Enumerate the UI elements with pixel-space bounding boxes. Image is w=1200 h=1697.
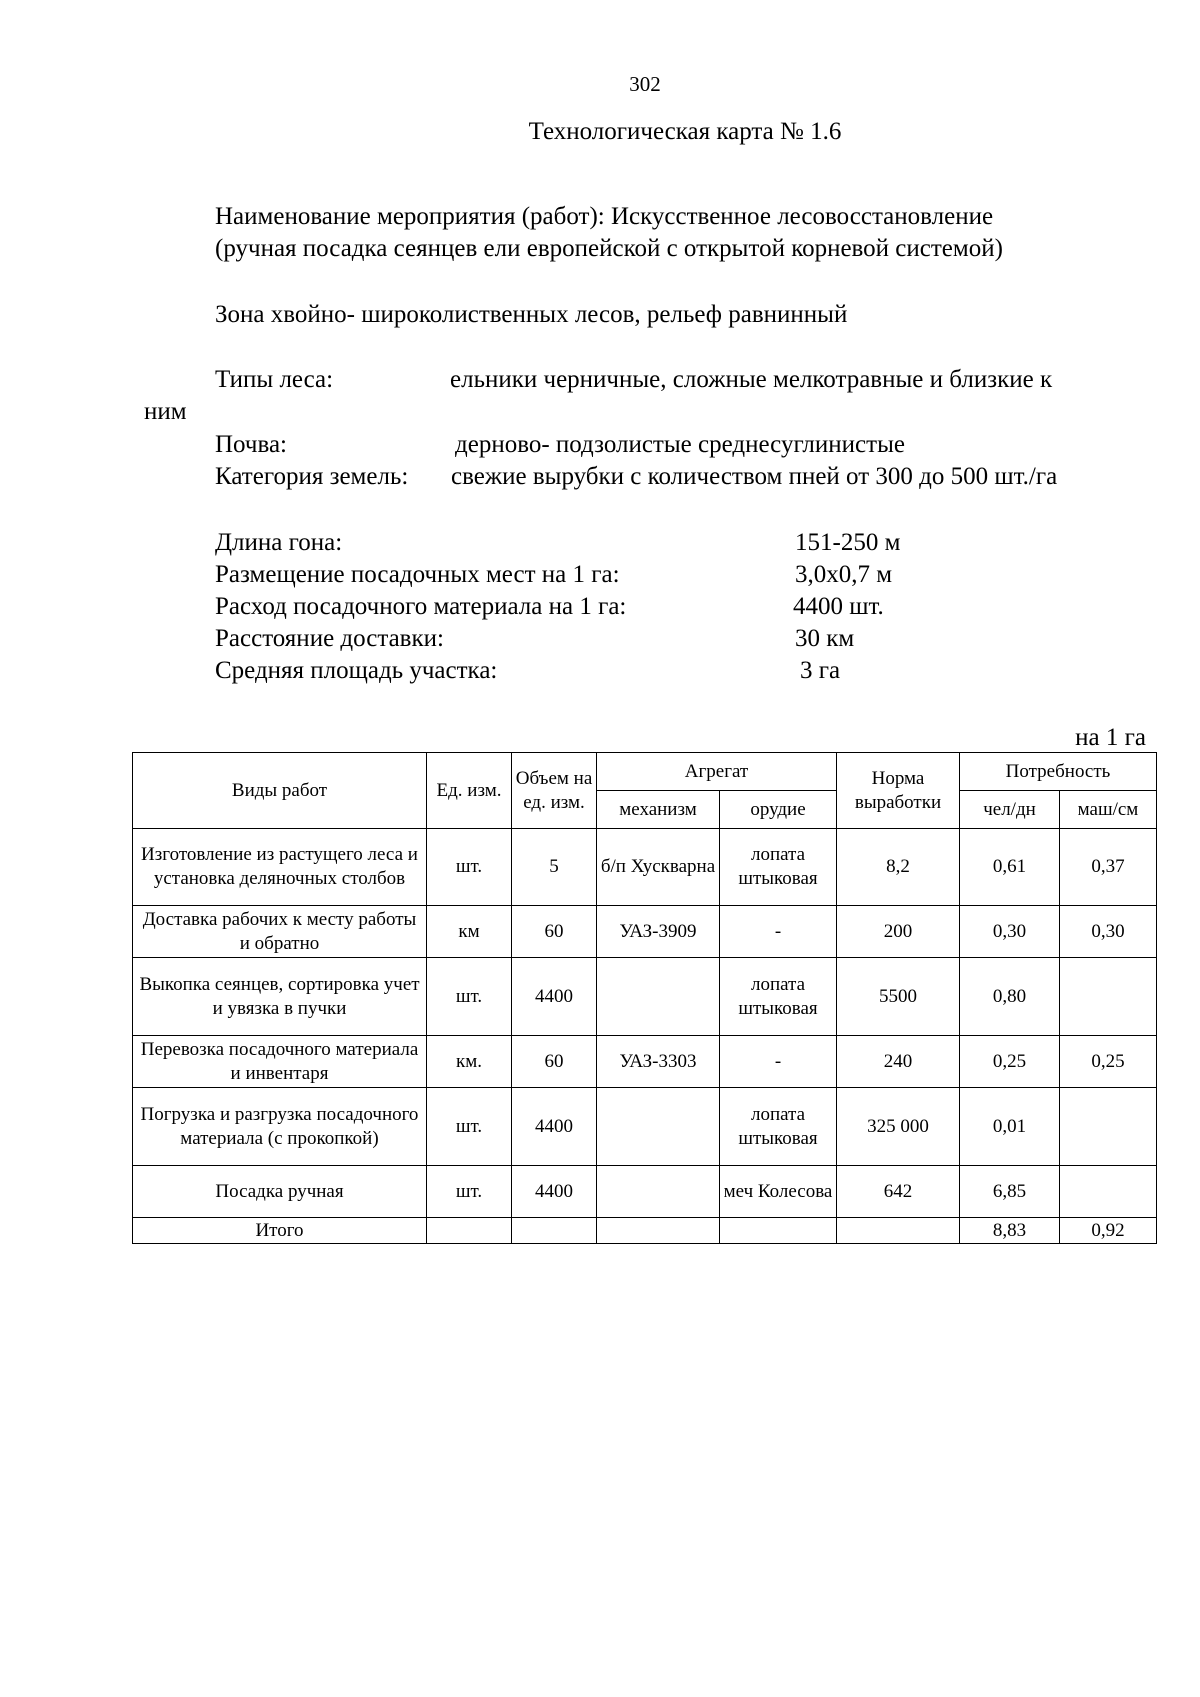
cell-person-days: 0,80 [960, 958, 1060, 1036]
cell-person-days: 0,30 [960, 906, 1060, 958]
param-label-area: Средняя площадь участка: [215, 657, 498, 684]
cell-norm: 240 [837, 1036, 960, 1088]
unit-note: на 1 га [1075, 724, 1146, 751]
header-aggregate: Агрегат [597, 753, 837, 791]
cell-tool: лопата штыковая [720, 1088, 837, 1166]
cell-volume: 4400 [512, 958, 597, 1036]
cell-norm: 325 000 [837, 1088, 960, 1166]
cell-mechanism: б/п Хускварна [597, 829, 720, 906]
cell-unit: км. [427, 1036, 512, 1088]
cell-machine-shifts: 0,37 [1060, 829, 1157, 906]
param-label-distance: Расстояние доставки: [215, 625, 444, 652]
cell-work: Доставка рабочих к месту работы и обратно [133, 906, 427, 958]
cell-mechanism [597, 1088, 720, 1166]
param-label-length: Длина гона: [215, 529, 343, 556]
param-label-consumption: Расход посадочного материала на 1 га: [215, 593, 627, 620]
total-machine-shifts: 0,92 [1060, 1218, 1157, 1244]
cell-unit: шт. [427, 1166, 512, 1218]
soil-value: дерново- подзолистые среднесуглинистые [455, 431, 905, 458]
param-label-spacing: Размещение посадочных мест на 1 га: [215, 561, 620, 588]
cell-mechanism [597, 1166, 720, 1218]
header-norm: Норма выработки [837, 753, 960, 829]
cell-machine-shifts [1060, 1088, 1157, 1166]
zone-text: Зона хвойно- широколиственных лесов, рельеф равнинный [215, 301, 848, 328]
header-work-types: Виды работ [133, 753, 427, 829]
cell-empty [597, 1218, 720, 1244]
table-row [133, 1088, 1157, 1166]
cell-volume: 60 [512, 906, 597, 958]
table-row [133, 1166, 1157, 1218]
table-row [133, 1036, 1157, 1088]
cell-norm: 200 [837, 906, 960, 958]
header-mechanism: механизм [597, 791, 720, 829]
total-label: Итого [133, 1218, 427, 1244]
cell-unit: шт. [427, 958, 512, 1036]
cell-person-days: 0,61 [960, 829, 1060, 906]
param-value-length: 151-250 м [795, 529, 901, 556]
total-row [133, 1218, 1157, 1244]
document-title: Технологическая карта № 1.6 [528, 118, 842, 145]
cell-machine-shifts [1060, 958, 1157, 1036]
table-row [133, 906, 1157, 958]
param-value-area: 3 га [800, 657, 841, 684]
cell-tool: - [720, 1036, 837, 1088]
total-person-days: 8,83 [960, 1218, 1060, 1244]
param-value-spacing: 3,0х0,7 м [795, 561, 893, 588]
land-category-label: Категория земель: [215, 463, 409, 490]
cell-machine-shifts [1060, 1166, 1157, 1218]
cell-empty [837, 1218, 960, 1244]
cell-empty [512, 1218, 597, 1244]
cell-norm: 8,2 [837, 829, 960, 906]
cell-machine-shifts: 0,25 [1060, 1036, 1157, 1088]
soil-label: Почва: [215, 431, 287, 458]
header-volume: Объем на ед. изм. [512, 753, 597, 829]
cell-tool: - [720, 906, 837, 958]
table-row [133, 829, 1157, 906]
header-tool: орудие [720, 791, 837, 829]
cell-tool: лопата штыковая [720, 829, 837, 906]
table-row [133, 958, 1157, 1036]
cell-empty [427, 1218, 512, 1244]
cell-mechanism: УАЗ-3909 [597, 906, 720, 958]
header-need: Потребность [960, 753, 1157, 791]
cell-mechanism [597, 958, 720, 1036]
cell-person-days: 0,01 [960, 1088, 1060, 1166]
cell-mechanism: УАЗ-3303 [597, 1036, 720, 1088]
cell-volume: 4400 [512, 1088, 597, 1166]
header-unit: Ед. изм. [427, 753, 512, 829]
cell-unit: шт. [427, 829, 512, 906]
activity-label: Наименование мероприятия (работ): [215, 203, 605, 230]
param-value-distance: 30 км [795, 625, 855, 652]
cell-empty [720, 1218, 837, 1244]
header-machine-shifts: маш/см [1060, 791, 1157, 829]
cell-person-days: 0,25 [960, 1036, 1060, 1088]
activity-line-2: (ручная посадка сеянцев ели европейской с открытой корневой системой) [215, 235, 1003, 262]
cell-work: Посадка ручная [133, 1166, 427, 1218]
cell-tool: лопата штыковая [720, 958, 837, 1036]
header-person-days: чел/дн [960, 791, 1060, 829]
cell-machine-shifts: 0,30 [1060, 906, 1157, 958]
cell-work: Погрузка и разгрузка посадочного материала (с прокопкой) [133, 1088, 427, 1166]
forest-types-label: Типы леса: [215, 366, 334, 393]
cell-norm: 642 [837, 1166, 960, 1218]
param-value-consumption: 4400 шт. [793, 593, 884, 620]
cell-volume: 4400 [512, 1166, 597, 1218]
cell-person-days: 6,85 [960, 1166, 1060, 1218]
page-number: 302 [629, 72, 661, 96]
cell-work: Выкопка сеянцев, сортировка учет и увязка в пучки [133, 958, 427, 1036]
forest-types-value: ельники черничные, сложные мелкотравные и близкие к [450, 366, 1053, 393]
work-table [132, 752, 1157, 1244]
activity-value: Искусственное лесовосстановление [610, 203, 994, 230]
forest-types-continuation: ним [144, 398, 187, 425]
activity-line-1 [215, 201, 993, 233]
cell-unit: км [427, 906, 512, 958]
cell-work: Перевозка посадочного материала и инвентаря [133, 1036, 427, 1088]
cell-volume: 60 [512, 1036, 597, 1088]
land-category-value: свежие вырубки с количеством пней от 300 до 500 шт./га [451, 463, 1058, 490]
cell-unit: шт. [427, 1088, 512, 1166]
cell-norm: 5500 [837, 958, 960, 1036]
cell-work: Изготовление из растущего леса и установка деляночных столбов [133, 829, 427, 906]
cell-volume: 5 [512, 829, 597, 906]
cell-tool: меч Колесова [720, 1166, 837, 1218]
